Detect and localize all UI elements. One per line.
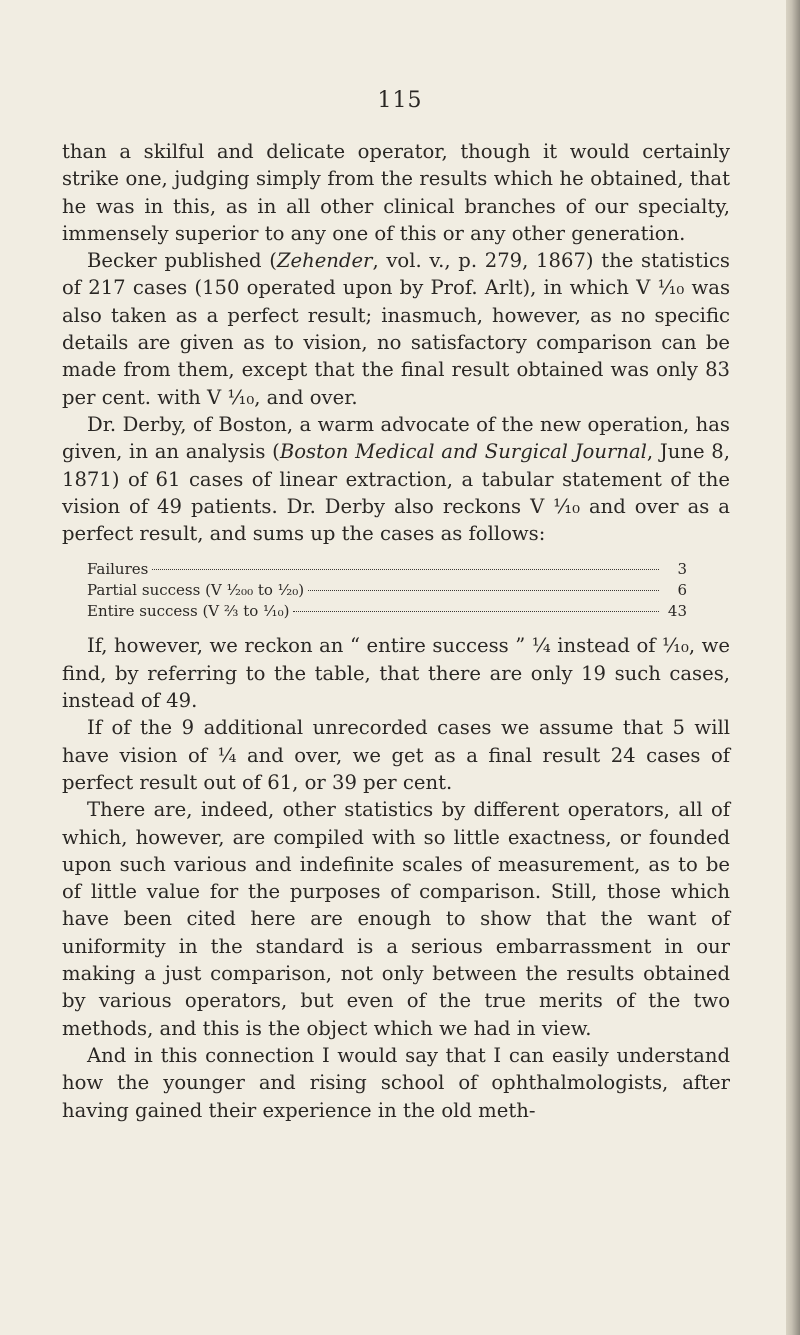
paragraph-3-text-b: , June 8, 1871) of 61 cases of linear extraction, a tabular statement of the vision of 49 patients. Dr. Derby also reckons V ¹⁄₁₀ and over as a perfect result, and sums up the cases as follows: (62, 440, 730, 546)
table-row-label: Failures (87, 560, 149, 579)
dot-leader (308, 590, 659, 591)
dot-leader (152, 569, 659, 570)
page-body (62, 138, 730, 1124)
table-row (87, 559, 687, 580)
paragraph-2 (62, 247, 730, 411)
table-row-label: Entire success (V ⅔ to ¹⁄₁₀) (87, 602, 290, 621)
paragraph-4: If, however, we reckon an “ entire success ” ¼ instead of ¹⁄₁₀, we find, by referring to the table, that there are only 19 such cases, instead of 49. (62, 634, 730, 713)
results-table (87, 559, 687, 622)
page-edge-shadow (786, 0, 800, 1335)
paragraph-2-text-b: , vol. v., p. 279, 1867) the statistics of 217 cases (150 operated upon by Prof. Arlt), in which V ¹⁄₁₀ was also taken as a perfect result; inasmuch, however, as no specific details are given as to vision, no satisfactory comparison can be made from them, except that the final result obtained was only 83 per cent. with V ¹⁄₁₀, and over. (62, 249, 730, 409)
table-row-value: 43 (667, 602, 687, 621)
paragraph-2-text-a: Becker published ( (87, 249, 277, 273)
paragraph-3-text-a: Dr. Derby, of Boston, a warm advocate of the new operation, has given, in an analysis ( (62, 412, 730, 464)
page-number: 115 (377, 88, 423, 113)
paragraph-5: If of the 9 additional unrecorded cases we assume that 5 will have vision of ¼ and over, we get as a final result 24 cases of perfect result out of 61, or 39 per cent. (62, 716, 730, 794)
paragraph-1: than a skilful and delicate operator, though it would certainly strike one, judging simply from the results which he obtained, that he was in this, as in all other clinical branches of our specialty, immensely superior to any one of this or any other generation. (62, 140, 730, 245)
table-row (87, 580, 687, 601)
paragraph-7: And in this connection I would say that I can easily understand how the younger and rising school of ophthalmologists, after having gained their experience in the old meth- (62, 1043, 730, 1122)
table-row (87, 601, 687, 622)
table-row-value: 3 (677, 560, 687, 579)
paragraph-6: There are, indeed, other statistics by different operators, all of which, however, are compiled with so little exactness, or founded upon such various and indefinite scales of measurement, as to be of little value for the purposes of comparison. Still, those which have been cited here are enough to show that the want of uniformity in the standard is a serious embarrassment in our making a just comparison, not only between the results obtained by various operators, but even of the true merits of the two methods, and this is the object which we had in view. (62, 798, 730, 1040)
table-row-label: Partial success (V ¹⁄₂₀₀ to ¹⁄₂₀) (87, 581, 305, 600)
citation-zehender: Zehender (276, 249, 373, 273)
citation-boston-journal: Boston Medical and Surgical Journal (279, 440, 647, 464)
dot-leader (293, 611, 659, 612)
paragraph-3 (62, 411, 730, 547)
table-row-value: 6 (677, 581, 687, 600)
